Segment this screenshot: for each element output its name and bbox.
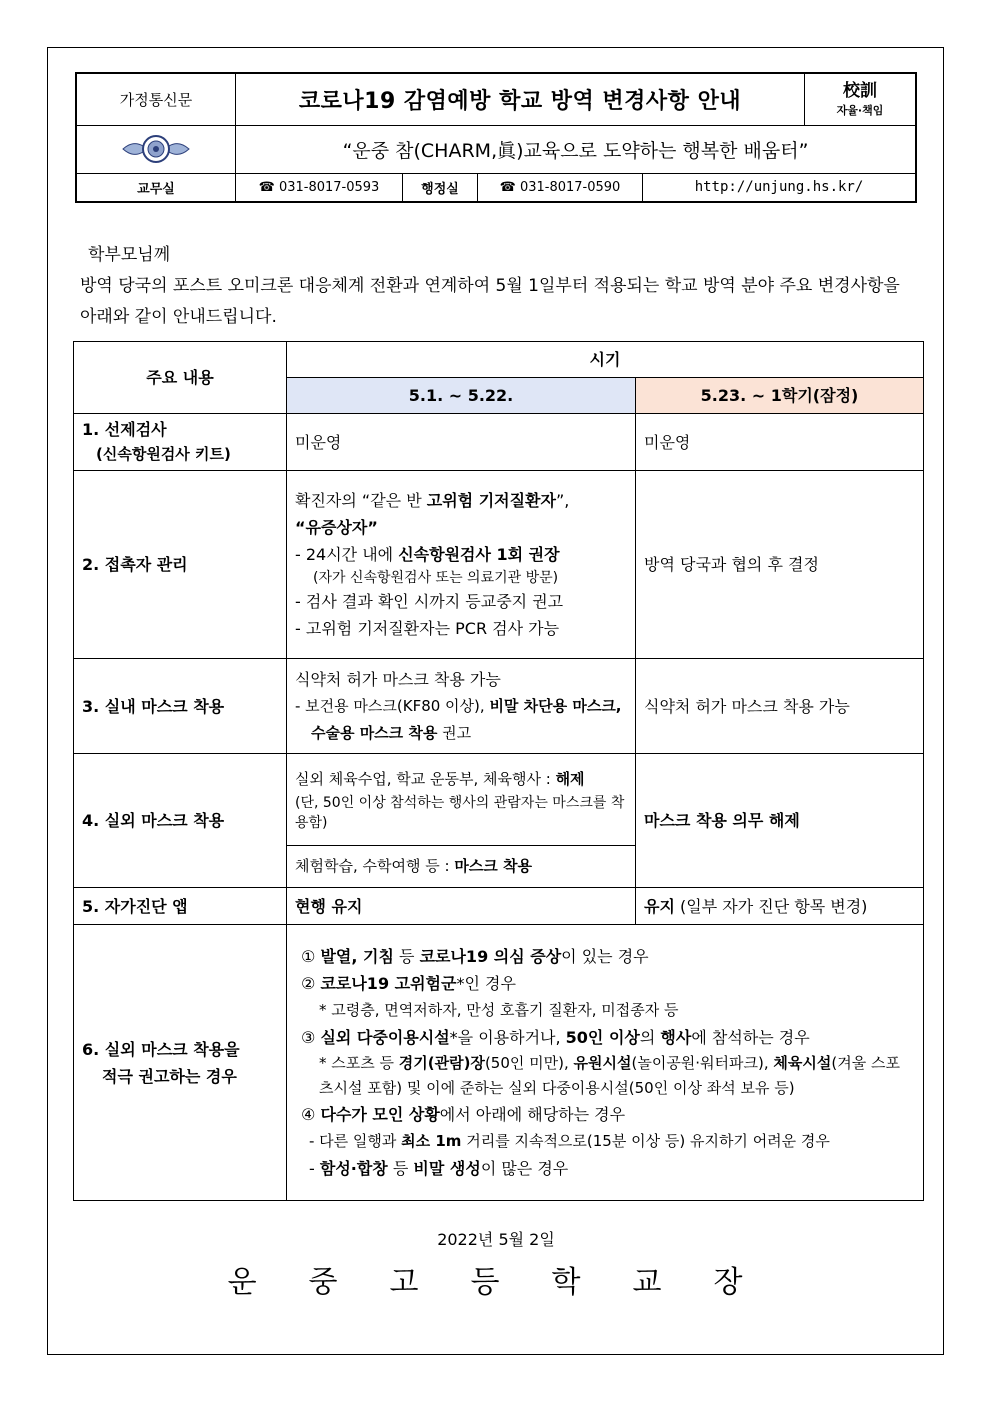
row4-category: 4. 실외 마스크 착용 [74,754,287,888]
row5-period2: 유지 (일부 자가 진단 항목 변경) [636,888,924,925]
row6-category: 6. 실외 마스크 착용을 적극 권고하는 경우 [74,925,287,1201]
row5-period1: 현행 유지 [287,888,636,925]
school-website[interactable]: http://unjung.hs.kr/ [643,173,917,202]
school-slogan: “운중 참(CHARM,眞)교육으로 도약하는 행복한 배움터” [236,125,917,173]
table-row [74,414,924,471]
row1-period2: 미운영 [636,414,924,471]
dept-admin: 행정실 [403,173,478,202]
phone-academic: ☎ 031-8017-0593 [236,173,403,202]
row5-category: 5. 자가진단 앱 [74,888,287,925]
row4-period2: 마스크 착용 의무 해제 [636,754,924,888]
col-header-period: 시기 [287,342,924,378]
row6-details: ① 발열, 기침 등 코로나19 의심 증상이 있는 경우 ② 코로나19 고위험군*인 경우 * 고령층, 면역저하자, 만성 호흡기 질환자, 미접종자 등 ③ 실외 다중이용시설*을 이용하거나, 50인 이상의 행사에 참석하는 경우 * 스포츠 등 경기(관람)장(50인 미만), 유원시설(놀이공원·워터파크), 체육시설(겨울 스포츠시설 포함) 및 이에 준하는 실외 다중이용시설(50인 이상 좌석 보유 등) ④ 다수가 모인 상황에서 아래에 해당하는 경우 - 다른 일행과 최소 1m 거리를 지속적으로(15분 이상 등) 유지하기 어려운 경우 - 함성·합창 등 비말 생성이 많은 경우 [287,925,924,1201]
motto-value: 자율·책임 [836,104,884,118]
dept-academic: 교무실 [76,173,236,202]
row2-period1: 확진자의 “같은 반 고위험 기저질환자”, “유증상자” - 24시간 내에 신속항원검사 1회 권장 (자가 신속항원검사 또는 의료기관 방문) - 검사 결과 확인 시까지 등교중지 권고 - 고위험 기저질환자는 PCR 검사 가능 [287,471,636,659]
emblem-icon [121,134,191,164]
period-2: 5.23. ~ 1학기(잠정) [636,378,924,414]
row4-period1-a: 실외 체육수업, 학교 운동부, 체육행사 : 해제 (단, 50인 이상 참석하는 행사의 관람자는 마스크를 착용함) [287,754,636,846]
row1-category: 1. 선제검사 (신속항원검사 키트) [74,414,287,471]
intro-body: 방역 당국의 포스트 오미크론 대응체계 전환과 연계하여 5월 1일부터 적용되는 학교 방역 분야 주요 변경사항을 아래와 같이 안내드립니다. [80,276,900,327]
issue-date: 2022년 5월 2일 [437,1230,555,1249]
page-title: 코로나19 감염예방 학교 방역 변경사항 안내 [236,73,805,125]
doc-type: 가정통신문 [76,73,236,125]
period-1: 5.1. ~ 5.22. [287,378,636,414]
row2-category: 2. 접촉자 관리 [74,471,287,659]
greeting: 학부모님께 [88,245,171,265]
phone-admin: ☎ 031-8017-0590 [478,173,643,202]
school-emblem [76,125,236,173]
letterhead [75,72,917,203]
motto-title: 校訓 [842,81,877,102]
row3-category: 3. 실내 마스크 착용 [74,659,287,754]
school-motto [804,73,916,125]
principal-signature: 운중고등학교장 [227,1265,795,1300]
table-row [74,471,924,659]
row1-period1: 미운영 [287,414,636,471]
col-header-main: 주요 내용 [74,342,287,414]
table-row [74,659,924,754]
table-row [74,754,924,846]
row2-period2: 방역 당국과 협의 후 결정 [636,471,924,659]
table-row [74,925,924,1201]
changes-table [73,341,924,1201]
intro [80,240,916,333]
row3-period2: 식약처 허가 마스크 착용 가능 [636,659,924,754]
row3-period1: 식약처 허가 마스크 착용 가능 - 보건용 마스크(KF80 이상), 비말 차단용 마스크, 수술용 마스크 착용 권고 [287,659,636,754]
table-row [74,888,924,925]
row4-period1-b: 체험학습, 수학여행 등 : 마스크 착용 [287,846,636,888]
